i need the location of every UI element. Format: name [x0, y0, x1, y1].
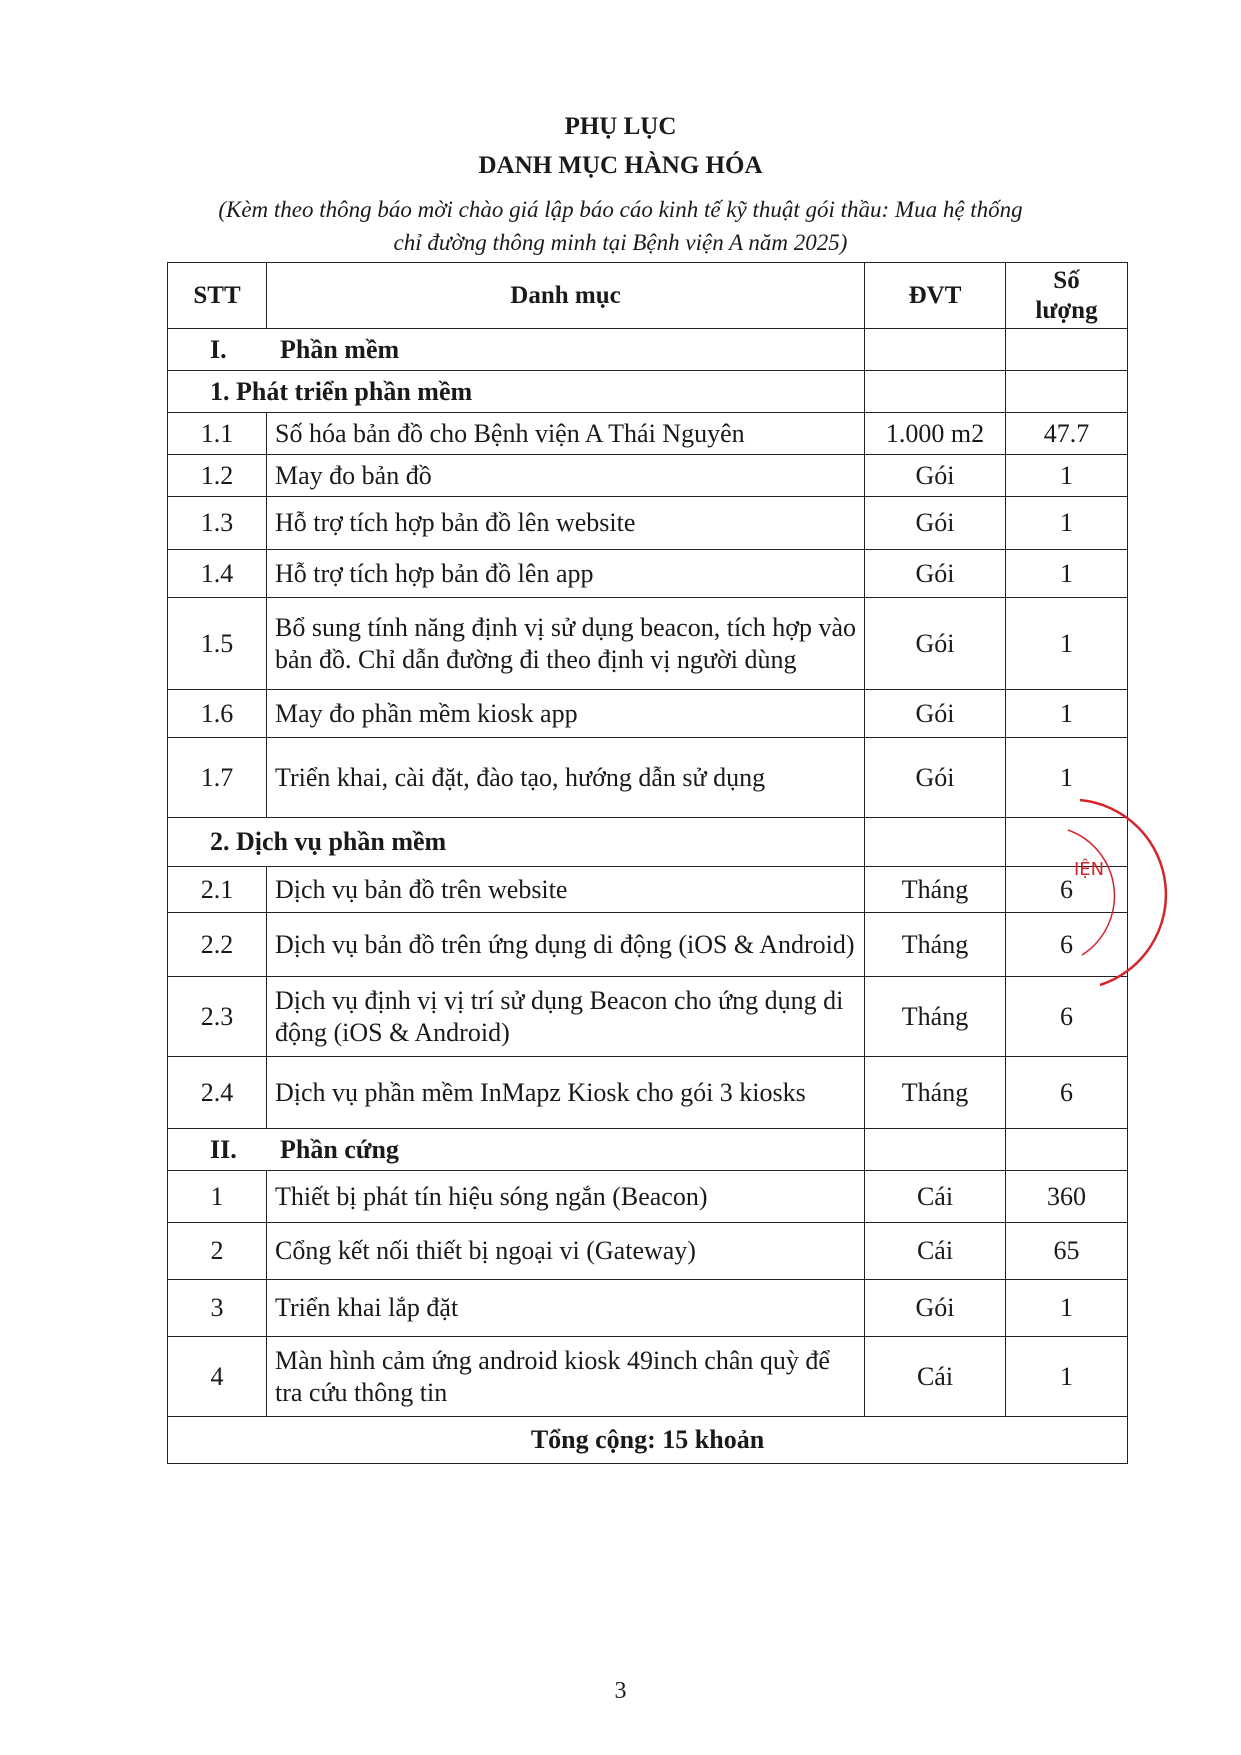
- row-stt-cell: 1.6: [168, 690, 267, 738]
- empty-cell: [865, 329, 1006, 371]
- empty-cell: [1006, 329, 1128, 371]
- section-title: Phần cứng: [280, 1134, 399, 1164]
- table-row: [168, 1223, 1128, 1280]
- table-row: [168, 690, 1128, 738]
- row-unit-cell: Gói: [865, 455, 1006, 497]
- table-row: [168, 413, 1128, 455]
- section-title-cell: [168, 329, 865, 371]
- table-row: [168, 550, 1128, 598]
- subtitle-line-1: (Kèm theo thông báo mời chào giá lập báo cáo kinh tế kỹ thuật gói thầu: Mua hệ thống: [218, 197, 1023, 222]
- table-row: [168, 738, 1128, 818]
- row-name-cell: Dịch vụ định vị vị trí sử dụng Beacon cho ứng dụng di động (iOS & Android): [267, 977, 865, 1057]
- subtitle-line-2: chỉ đường thông minh tại Bệnh viện A năm 2025): [393, 230, 848, 255]
- row-stt-cell: 1.7: [168, 738, 267, 818]
- row-stt-cell: 2.4: [168, 1057, 267, 1129]
- section-title-cell: [168, 1129, 865, 1171]
- row-name-cell: May đo phần mềm kiosk app: [267, 690, 865, 738]
- subsection-row-dev: [168, 371, 1128, 413]
- row-qty-cell: 6: [1006, 913, 1128, 977]
- empty-cell: [1006, 371, 1128, 413]
- row-name-cell: May đo bản đồ: [267, 455, 865, 497]
- table-row: [168, 977, 1128, 1057]
- row-stt-cell: 1.5: [168, 598, 267, 690]
- row-qty-cell: 1: [1006, 455, 1128, 497]
- row-qty-cell: 1: [1006, 550, 1128, 598]
- row-name-cell: Màn hình cảm ứng android kiosk 49inch chân quỳ để tra cứu thông tin: [267, 1337, 865, 1417]
- row-qty-cell: 360: [1006, 1171, 1128, 1223]
- row-qty-cell: 1: [1006, 738, 1128, 818]
- row-unit-cell: Cái: [865, 1171, 1006, 1223]
- row-qty-cell: 6: [1006, 977, 1128, 1057]
- appendix-label: PHỤ LỤC: [564, 113, 677, 140]
- table-row: [168, 455, 1128, 497]
- table-row: [168, 1280, 1128, 1337]
- empty-cell: [865, 371, 1006, 413]
- row-stt-cell: 2.2: [168, 913, 267, 977]
- row-unit-cell: 1.000 m2: [865, 413, 1006, 455]
- subsection-title: 2. Dịch vụ phần mềm: [168, 818, 865, 867]
- row-name-cell: Hỗ trợ tích hợp bản đồ lên app: [267, 550, 865, 598]
- row-unit-cell: Gói: [865, 598, 1006, 690]
- document-subtitle: [0, 193, 1241, 259]
- row-qty-cell: 47.7: [1006, 413, 1128, 455]
- empty-cell: [865, 1129, 1006, 1171]
- total-cell: Tổng cộng: 15 khoản: [168, 1417, 1128, 1464]
- row-qty-cell: 65: [1006, 1223, 1128, 1280]
- col-header-unit: ĐVT: [865, 263, 1006, 329]
- empty-cell: [1006, 1129, 1128, 1171]
- section-roman: II.: [210, 1134, 237, 1164]
- col-header-stt: STT: [168, 263, 267, 329]
- row-name-cell: Dịch vụ bản đồ trên website: [267, 867, 865, 913]
- row-qty-cell: 1: [1006, 598, 1128, 690]
- row-name-cell: Dịch vụ bản đồ trên ứng dụng di động (iOS & Android): [267, 913, 865, 977]
- row-stt-cell: 1.4: [168, 550, 267, 598]
- row-unit-cell: Tháng: [865, 1057, 1006, 1129]
- row-unit-cell: Gói: [865, 690, 1006, 738]
- seal-outer-ring: [1080, 800, 1166, 985]
- row-unit-cell: Gói: [865, 497, 1006, 550]
- row-stt-cell: 1.3: [168, 497, 267, 550]
- empty-cell: [865, 818, 1006, 867]
- row-qty-cell: 1: [1006, 1337, 1128, 1417]
- service-rows: [168, 867, 1128, 1129]
- row-unit-cell: Tháng: [865, 913, 1006, 977]
- section-row-hardware: [168, 1129, 1128, 1171]
- col-header-qty: [1006, 263, 1128, 329]
- row-unit-cell: Cái: [865, 1337, 1006, 1417]
- table-row: [168, 867, 1128, 913]
- section-row-software: [168, 329, 1128, 371]
- page-number: 3: [614, 1678, 627, 1704]
- table-header-row: [168, 263, 1128, 329]
- row-qty-cell: 1: [1006, 690, 1128, 738]
- red-seal-stamp: [1060, 795, 1180, 995]
- row-stt-cell: 4: [168, 1337, 267, 1417]
- col-header-name: Danh mục: [267, 263, 865, 329]
- row-stt-cell: 1: [168, 1171, 267, 1223]
- hardware-rows: [168, 1171, 1128, 1417]
- col-header-qty-line1: Số: [1053, 266, 1080, 294]
- row-unit-cell: Tháng: [865, 867, 1006, 913]
- row-stt-cell: 1.1: [168, 413, 267, 455]
- row-unit-cell: Cái: [865, 1223, 1006, 1280]
- row-name-cell: Triển khai, cài đặt, đào tạo, hướng dẫn sử dụng: [267, 738, 865, 818]
- row-name-cell: Cổng kết nối thiết bị ngoại vi (Gateway): [267, 1223, 865, 1280]
- row-name-cell: Thiết bị phát tín hiệu sóng ngắn (Beacon): [267, 1171, 865, 1223]
- row-qty-cell: 6: [1006, 867, 1128, 913]
- row-name-cell: Số hóa bản đồ cho Bệnh viện A Thái Nguyên: [267, 413, 865, 455]
- row-stt-cell: 3: [168, 1280, 267, 1337]
- row-stt-cell: 2.3: [168, 977, 267, 1057]
- table-row: [168, 1337, 1128, 1417]
- subsection-title: 1. Phát triển phần mềm: [168, 371, 865, 413]
- section-roman: I.: [210, 334, 227, 364]
- total-row: [168, 1417, 1128, 1464]
- row-qty-cell: 6: [1006, 1057, 1128, 1129]
- col-header-qty-line2: lượng: [1035, 296, 1098, 324]
- row-qty-cell: 1: [1006, 1280, 1128, 1337]
- row-name-cell: Bổ sung tính năng định vị sử dụng beacon, tích hợp vào bản đồ. Chỉ dẫn đường đi theo định vị người dùng: [267, 598, 865, 690]
- row-unit-cell: Gói: [865, 550, 1006, 598]
- row-name-cell: Hỗ trợ tích hợp bản đồ lên website: [267, 497, 865, 550]
- row-unit-cell: Gói: [865, 738, 1006, 818]
- row-name-cell: Triển khai lắp đặt: [267, 1280, 865, 1337]
- row-stt-cell: 2.1: [168, 867, 267, 913]
- table-row: [168, 913, 1128, 977]
- seal-text: IỆN: [1074, 859, 1105, 880]
- row-stt-cell: 1.2: [168, 455, 267, 497]
- row-qty-cell: 1: [1006, 497, 1128, 550]
- table-row: [168, 497, 1128, 550]
- section-title: Phần mềm: [280, 334, 400, 364]
- row-unit-cell: Tháng: [865, 977, 1006, 1057]
- table-row: [168, 1171, 1128, 1223]
- table-row: [168, 598, 1128, 690]
- row-stt-cell: 2: [168, 1223, 267, 1280]
- subsection-row-service: [168, 818, 1128, 867]
- row-unit-cell: Gói: [865, 1280, 1006, 1337]
- seal-inner-ring: [1068, 830, 1114, 955]
- dev-rows: [168, 413, 1128, 818]
- row-name-cell: Dịch vụ phần mềm InMapz Kiosk cho gói 3 kiosks: [267, 1057, 865, 1129]
- table-row: [168, 1057, 1128, 1129]
- document-title: DANH MỤC HÀNG HÓA: [478, 152, 763, 179]
- goods-table: [167, 262, 1128, 1464]
